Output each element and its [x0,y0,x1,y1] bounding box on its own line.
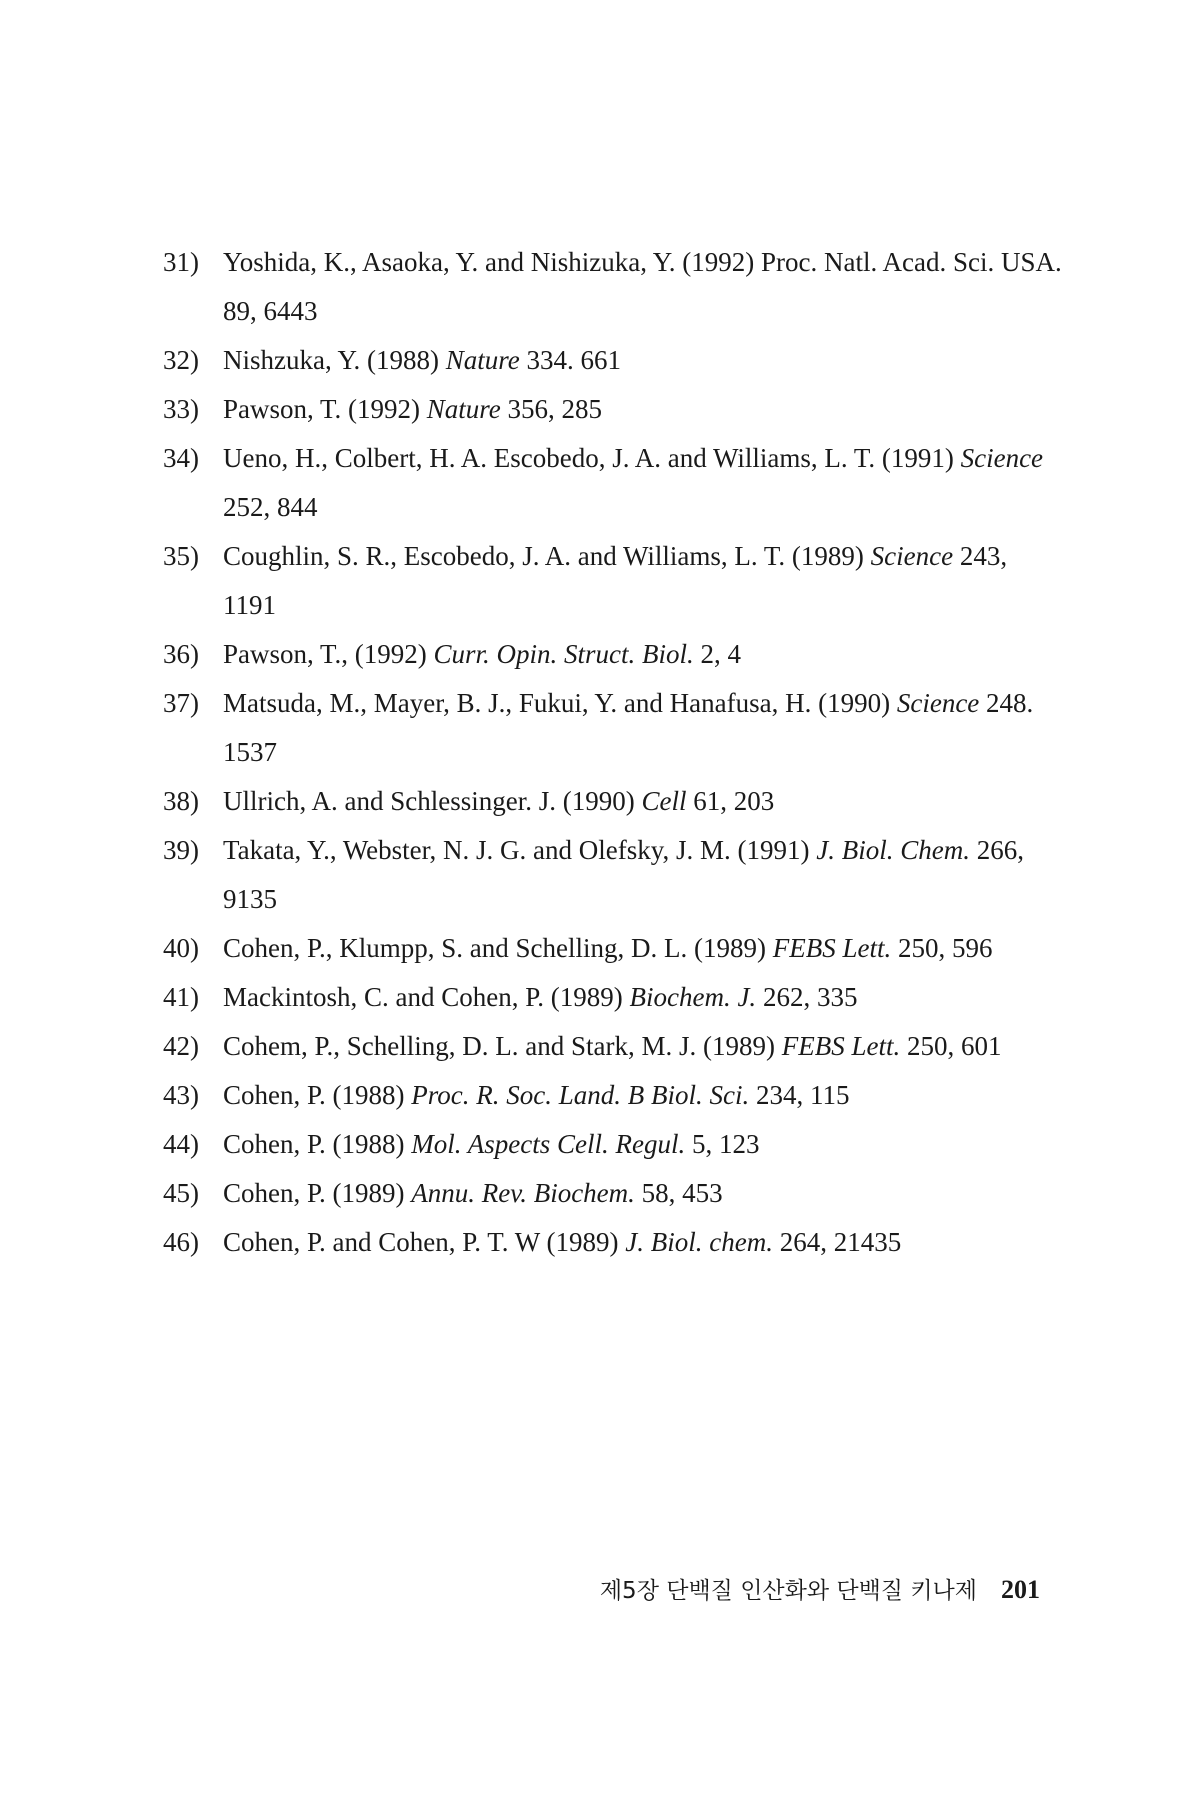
reference-text [223,532,1063,630]
journal-name: J. Biol. chem. [625,1227,773,1257]
journal-name: Annu. Rev. Biochem. [411,1178,635,1208]
journal-name: Science [960,443,1044,473]
reference-list [163,238,1063,1267]
reference-segment: Cohem, P., Schelling, D. L. and Stark, M. J. (1989) [223,1031,782,1061]
reference-number: 41) [163,982,199,1012]
reference-text [223,1120,1063,1169]
reference-item [163,777,1063,826]
reference-number: 33) [163,394,199,424]
chapter-title: 제5장 단백질 인산화와 단백질 키나제 [599,1578,977,1604]
reference-item [163,1071,1063,1120]
reference-text [223,1218,1063,1267]
reference-segment: Pawson, T. (1992) [223,394,427,424]
reference-segment: 243, 1191 [223,541,1008,620]
reference-text [223,1022,1063,1071]
reference-text [223,238,1063,336]
reference-text [223,973,1063,1022]
reference-number: 46) [163,1227,199,1257]
reference-text [223,434,1063,532]
reference-segment: 266, 9135 [223,835,1024,914]
journal-name: FEBS Lett. [781,1031,901,1061]
reference-text [223,924,1063,973]
reference-segment: Coughlin, S. R., Escobedo, J. A. and Williams, L. T. (1989) [223,541,871,571]
reference-number: 39) [163,835,199,865]
reference-item [163,1169,1063,1218]
reference-segment: 5, 123 [685,1129,760,1159]
reference-text [223,777,1063,826]
journal-name: Proc. R. Soc. Land. B Biol. Sci. [411,1080,750,1110]
reference-number: 31) [163,247,199,277]
reference-segment: Cohen, P. and Cohen, P. T. W (1989) [223,1227,626,1257]
reference-segment: 2, 4 [693,639,742,669]
reference-text [223,1071,1063,1120]
reference-text [223,385,1063,434]
reference-segment: Ueno, H., Colbert, H. A. Escobedo, J. A. and Williams, L. T. (1991) [223,443,961,473]
reference-segment: 250, 601 [900,1031,1002,1061]
reference-segment: Cohen, P. (1989) [223,1178,412,1208]
journal-name: Cell [641,786,687,816]
reference-item [163,826,1063,924]
reference-item [163,336,1063,385]
reference-segment: 248. 1537 [223,688,1034,767]
page-number: 201 [1001,1575,1040,1604]
reference-segment: Cohen, P., Klumpp, S. and Schelling, D. L. (1989) [223,933,773,963]
reference-item [163,1218,1063,1267]
reference-segment: Yoshida, K., Asaoka, Y. and Nishizuka, Y. (1992) Proc. Natl. Acad. Sci. USA. 89, 6443 [223,247,1062,326]
reference-segment: 334. 661 [519,345,621,375]
reference-number: 34) [163,443,199,473]
reference-text [223,336,1063,385]
reference-segment: 61, 203 [686,786,775,816]
reference-segment: 262, 335 [756,982,858,1012]
journal-name: Nature [445,345,520,375]
journal-name: Curr. Opin. Struct. Biol. [433,639,694,669]
reference-text [223,679,1063,777]
reference-number: 40) [163,933,199,963]
reference-item [163,973,1063,1022]
journal-name: FEBS Lett. [772,933,892,963]
reference-number: 45) [163,1178,199,1208]
journal-name: Nature [426,394,501,424]
reference-number: 36) [163,639,199,669]
reference-number: 32) [163,345,199,375]
reference-segment: 234, 115 [749,1080,850,1110]
reference-item [163,385,1063,434]
reference-text [223,826,1063,924]
reference-segment: Matsuda, M., Mayer, B. J., Fukui, Y. and Hanafusa, H. (1990) [223,688,897,718]
reference-segment: Mackintosh, C. and Cohen, P. (1989) [223,982,630,1012]
reference-segment: 252, 844 [223,492,318,522]
journal-name: Science [896,688,980,718]
reference-segment: Cohen, P. (1988) [223,1129,412,1159]
reference-item [163,630,1063,679]
reference-segment: Cohen, P. (1988) [223,1080,412,1110]
journal-name: Science [870,541,954,571]
reference-segment: Takata, Y., Webster, N. J. G. and Olefsky, J. M. (1991) [223,835,817,865]
reference-text [223,1169,1063,1218]
reference-number: 42) [163,1031,199,1061]
reference-item [163,924,1063,973]
reference-item [163,532,1063,630]
reference-segment: 250, 596 [891,933,993,963]
reference-segment: 356, 285 [500,394,602,424]
reference-number: 38) [163,786,199,816]
running-footer [520,1572,1040,1605]
reference-segment: 264, 21435 [772,1227,902,1257]
journal-name: Mol. Aspects Cell. Regul. [411,1129,686,1159]
journal-name: Biochem. J. [629,982,757,1012]
reference-number: 44) [163,1129,199,1159]
reference-number: 37) [163,688,199,718]
reference-item [163,1022,1063,1071]
reference-segment: Nishzuka, Y. (1988) [223,345,446,375]
reference-number: 35) [163,541,199,571]
journal-name: J. Biol. Chem. [816,835,970,865]
reference-item [163,238,1063,336]
reference-item [163,434,1063,532]
reference-segment: Ullrich, A. and Schlessinger. J. (1990) [223,786,642,816]
reference-item [163,679,1063,777]
reference-number: 43) [163,1080,199,1110]
reference-text [223,630,1063,679]
reference-segment: Pawson, T., (1992) [223,639,434,669]
reference-segment: 58, 453 [634,1178,723,1208]
reference-item [163,1120,1063,1169]
